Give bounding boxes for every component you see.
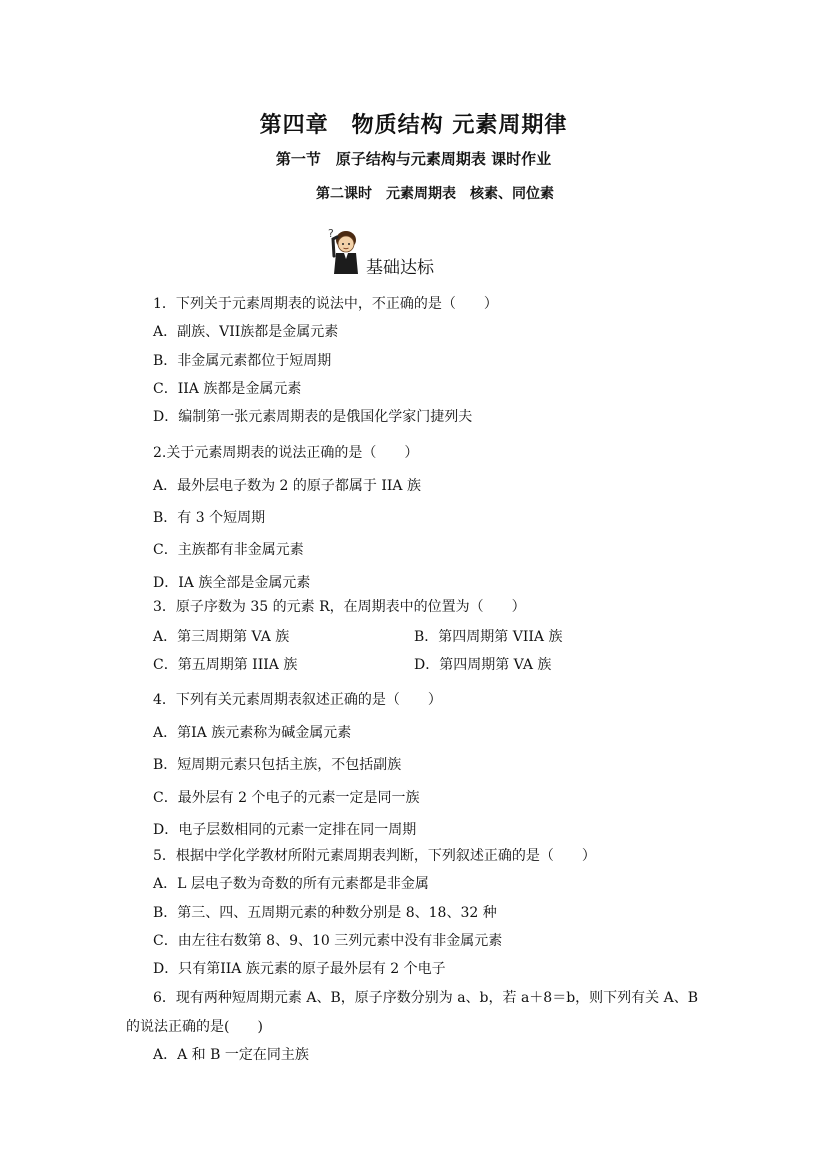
option: B．第四周期第 VIIA 族 (414, 629, 563, 645)
option: A．L 层电子数为奇数的所有元素都是非金属 (153, 876, 429, 892)
option: A．第IA 族元素称为碱金属元素 (153, 725, 352, 741)
lesson-title: 第二课时 元素周期表 核素、同位素 (316, 186, 554, 202)
option: D．只有第IIA 族元素的原子最外层有 2 个电子 (153, 961, 446, 977)
option: C．主族都有非金属元素 (153, 542, 304, 558)
option: D．第四周期第 VA 族 (414, 657, 552, 673)
question-stem: 6．现有两种短周期元素 A、B，原子序数分别为 a、b，若 a＋8＝b，则下列有关 A、B (153, 990, 699, 1006)
svg-text:?: ? (328, 227, 334, 240)
section-title: 第一节 原子结构与元素周期表 课时作业 (275, 150, 552, 168)
option: A．第三周期第 VA 族 (153, 629, 290, 645)
option: A．A 和 B 一定在同主族 (153, 1047, 309, 1063)
question-stem: 3．原子序数为 35 的元素 R，在周期表中的位置为（ ） (153, 599, 526, 615)
badge-label: 基础达标 (366, 258, 434, 278)
option: B．非金属元素都位于短周期 (153, 353, 332, 369)
option: C．IIA 族都是金属元素 (153, 381, 302, 397)
option: C．由左往右数第 8、9、10 三列元素中没有非金属元素 (153, 933, 503, 949)
option: A．最外层电子数为 2 的原子都属于 IIA 族 (153, 478, 421, 494)
option: B．第三、四、五周期元素的种数分别是 8、18、32 种 (153, 905, 497, 921)
option: B．短周期元素只包括主族，不包括副族 (153, 757, 402, 773)
option: D．IA 族全部是金属元素 (153, 575, 311, 591)
option: D．电子层数相同的元素一定排在同一周期 (153, 822, 417, 838)
question-stem: 4．下列有关元素周期表叙述正确的是（ ） (153, 692, 442, 708)
option: A．副族、VII族都是金属元素 (153, 324, 339, 340)
option: B．有 3 个短周期 (153, 510, 266, 526)
question-stem-continued: 的说法正确的是( ) (126, 1019, 263, 1035)
option: C．最外层有 2 个电子的元素一定是同一族 (153, 790, 420, 806)
thinking-boy-icon (326, 226, 366, 274)
chapter-title: 第四章 物质结构 元素周期律 (259, 112, 568, 138)
question-stem: 1．下列关于元素周期表的说法中，不正确的是（ ） (153, 296, 498, 312)
question-stem: 5．根据中学化学教材所附元素周期表判断，下列叙述正确的是（ ） (153, 848, 596, 864)
question-stem: 2.关于元素周期表的说法正确的是（ ） (153, 445, 419, 461)
option: C．第五周期第 IIIA 族 (153, 657, 298, 673)
option: D．编制第一张元素周期表的是俄国化学家门捷列夫 (153, 409, 473, 425)
